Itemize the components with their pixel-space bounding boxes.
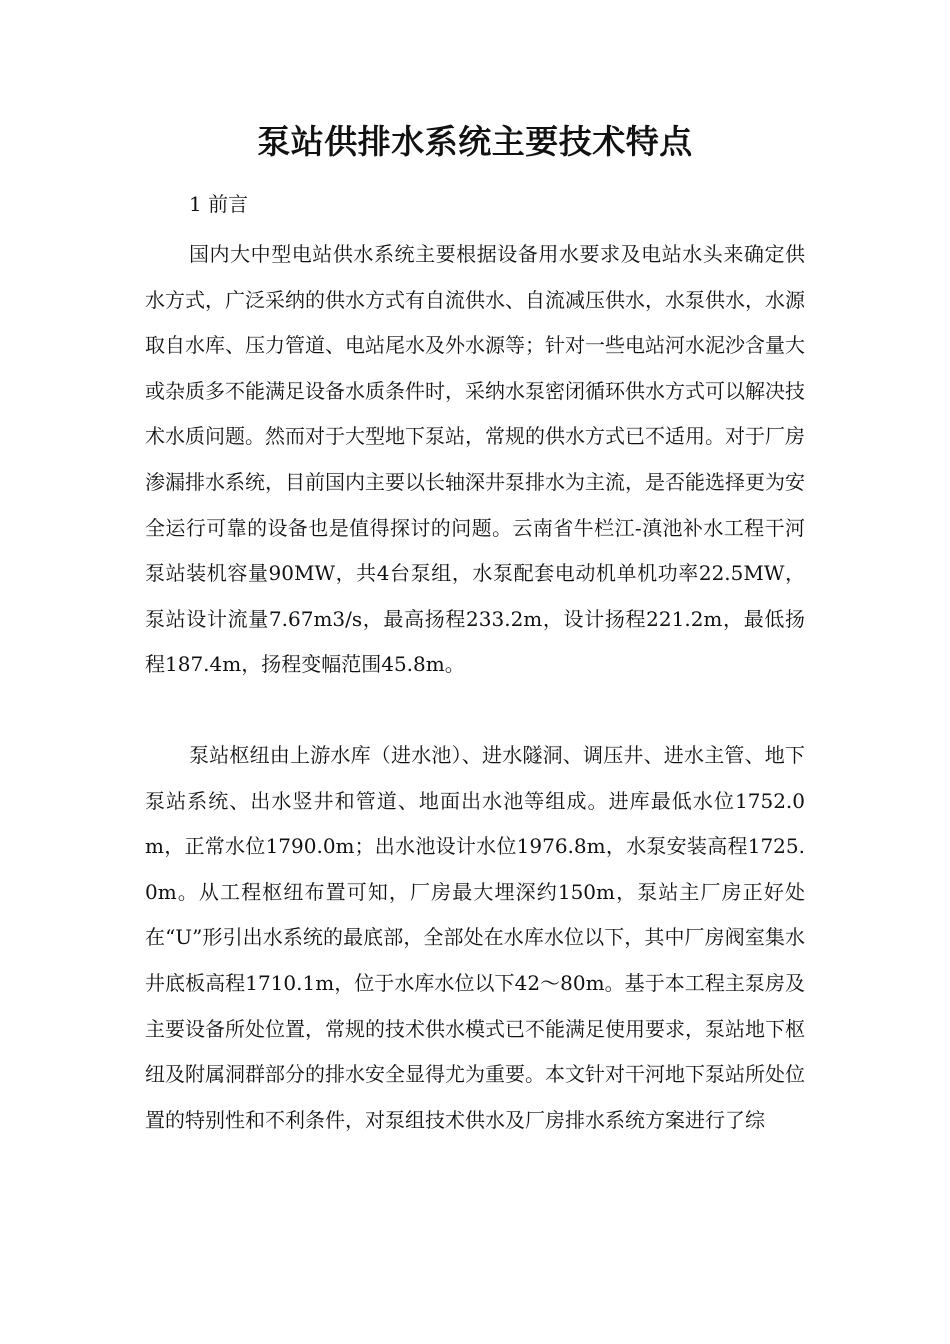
document-title: 泵站供排水系统主要技术特点 bbox=[257, 122, 693, 161]
paragraph-station-layout: 泵站枢纽由上游水库（进水池）、进水隧洞、调压井、进水主管、地下泵站系统、出水竖井和管道、地面出水池等组成。进库最低水位1752.0m，正常水位1790.0m；出水池设计水位1976.8m，水泵安装高程1725.0m。从工程枢纽布置可知，厂房最大埋深约150m，泵站主厂房正好处在“U”形引出水系统的最底部，全部处在水库水位以下，其中厂房阀室集水井底板高程1710.1m，位于水库水位以下42～80m。基于本工程主泵房及主要设备所处位置，常规的技术供水模式已不能满足使用要求，泵站地下枢纽及附属洞群部分的排水安全显得尤为重要。本文针对干河地下泵站所处位置的特别性和不利条件，对泵组技术供水及厂房排水系统方案进行了综 bbox=[145, 743, 805, 1132]
section-heading: 1 前言 bbox=[189, 192, 249, 216]
paragraph-introduction: 国内大中型电站供水系统主要根据设备用水要求及电站水头来确定供水方式，广泛采纳的供水方式有自流供水、自流减压供水，水泵供水，水源取自水库、压力管道、电站尾水及外水源等；针对一些电站河水泥沙含量大或杂质多不能满足设备水质条件时，采纳水泵密闭循环供水方式可以解决技术水质问题。然而对于大型地下泵站，常规的供水方式已不适用。对于厂房渗漏排水系统，目前国内主要以长轴深井泵排水为主流，是否能选择更为安全运行可靠的设备也是值得探讨的问题。云南省牛栏江-滇池补水工程干河泵站装机容量90MW，共4台泵组，水泵配套电动机单机功率22.5MW，泵站设计流量7.67m3/s，最高扬程233.2m，设计扬程221.2m，最低扬程187.4m，扬程变幅范围45.8m。 bbox=[145, 242, 805, 677]
